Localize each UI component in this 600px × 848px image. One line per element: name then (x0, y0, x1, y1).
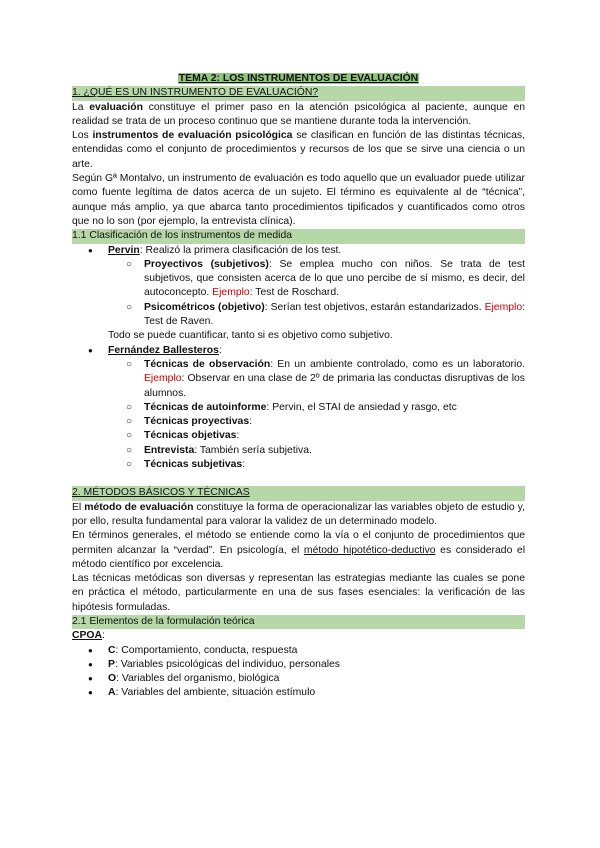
list-item-o: ● O: Variables del organismo, biológica (72, 672, 525, 686)
page-title: TEMA 2: LOS INSTRUMENTOS DE EVALUACIÓN (178, 73, 419, 84)
classification-list (72, 244, 525, 330)
paragraph-evaluacion: La evaluación constituye el primer paso en la atención psicológica al paciente, aunque en realidad se trata de un proceso continuo que se mantiene durante toda la intervención. (72, 101, 526, 127)
list-item-proyectivos: ○ Proyectivos (subjetivos): Se emplea mucho con niños. Se trata de test subjetivos, que consisten acerca de lo que uno percibe de sí mismo, es decir, del autoconcepto. Ejemplo: Test de Roschard. (72, 258, 525, 301)
subsection-2-1-heading: 2.1 Elementos de la formulación teórica (72, 615, 525, 629)
cpoa-list (72, 644, 525, 701)
paragraph-montalvo: Según Gª Montalvo, un instrumento de evaluación es todo aquello que un evaluador puede utilizar como fuente legítima de datos acerca de un sujeto. El término es equivalente al de “técnica”, aunque más amplio, ya que abarca tanto procedimientos tipificados y cuantificados como otros que no lo son (por ejemplo, la entrevista clínica). (72, 173, 525, 227)
cpoa-label: CPOA: (72, 630, 105, 642)
list-item-a: ● A: Variables del ambiente, situación estímulo (72, 686, 525, 700)
list-item-autoinforme: ○ Técnicas de autoinforme: Pervin, el STAI de ansiedad y rasgo, etc (72, 401, 525, 415)
list-item-entrevista: ○ Entrevista: También sería subjetiva. (72, 444, 525, 458)
list-item-p: ● P: Variables psicológicas del individuo, personales (72, 658, 525, 672)
list-item-psicometricos: ○ Psicométricos (objetivo): Serían test objetivos, estarán estandarizados. Ejemplo: Test de Raven. (72, 301, 525, 330)
list-item-proyectivas: ○ Técnicas proyectivas: (72, 415, 525, 429)
paragraph-metodo: El método de evaluación constituye la forma de operacionalizar las variables objeto de estudio y, por ello, resulta fundamental para valorar la validez de un determinado modelo. (72, 501, 525, 527)
section-1-heading: 1. ¿QUÉ ES UN INSTRUMENTO DE EVALUACIÓN? (72, 86, 525, 100)
paragraph-tecnicas: Las técnicas metódicas son diversas y representan las estrategias mediante las cuales se pone en práctica el método, particularmente en una de sus fases esenciales: la verificación de las hipótesis formuladas. (72, 573, 525, 613)
section-2-heading: 2. MÉTODOS BÁSICOS Y TÉCNICAS (72, 486, 525, 500)
list-item-objetivas: ○ Técnicas objetivas: (72, 429, 525, 443)
list-item-observacion: ○ Técnicas de observación: En un ambiente controlado, como es un laboratorio. Ejemplo: Observar en una clase de 2º de primaria las conductas disruptivas de los alumnos. (72, 358, 525, 401)
list-item-c: ● C: Comportamiento, conducta, respuesta (72, 644, 525, 658)
note-cuantificar: Todo se puede cuantificar, tanto si es objetivo como subjetivo. (108, 330, 393, 342)
list-item-fernandez-ballesteros: ● Fernández Ballesteros: ○ Técnicas de observación: En un ambiente controlado, como es un laboratorio. Ejemplo: Observar en una clase de 2º de primaria las conductas disruptivas de los alumnos. ○ Técnicas de autoinforme: Pervin, el STAI de ansiedad y rasgo, etc ○ Técnicas proyectivas: ○ Técnicas objetivas: ○ Entrevista: También sería subjetiva. ○ Técnicas subjetivas: (72, 344, 525, 473)
paragraph-verdad: En términos generales, el método se entiende como la vía o el conjunto de procedimientos que permiten alcanzar la “verdad”. En psicología, el método hipotético-deductivo es considerado el método científico por excelencia. (72, 530, 526, 570)
document-page (72, 72, 525, 701)
paragraph-instrumentos: Los instrumentos de evaluación psicológica se clasifican en función de las distintas técnicas, entendidas como el conjunto de procedimientos y recursos de los que se sirve una ciencia o un arte. (72, 130, 525, 170)
list-item-pervin: ● Pervin: Realizó la primera clasificación de los test. ○ Proyectivos (subjetivos): Se emplea mucho con niños. Se trata de test subjetivos, que consisten acerca de lo que uno percibe de sí mismo, es decir, del autoconcepto. Ejemplo: Test de Roschard. ○ Psicométricos (objetivo): Serían test objetivos, estarán estandarizados. Ejemplo: Test de Raven. (72, 244, 525, 330)
subsection-1-1-heading: 1.1 Clasificación de los instrumentos de medida (72, 229, 525, 243)
list-item-subjetivas: ○ Técnicas subjetivas: (72, 458, 525, 472)
